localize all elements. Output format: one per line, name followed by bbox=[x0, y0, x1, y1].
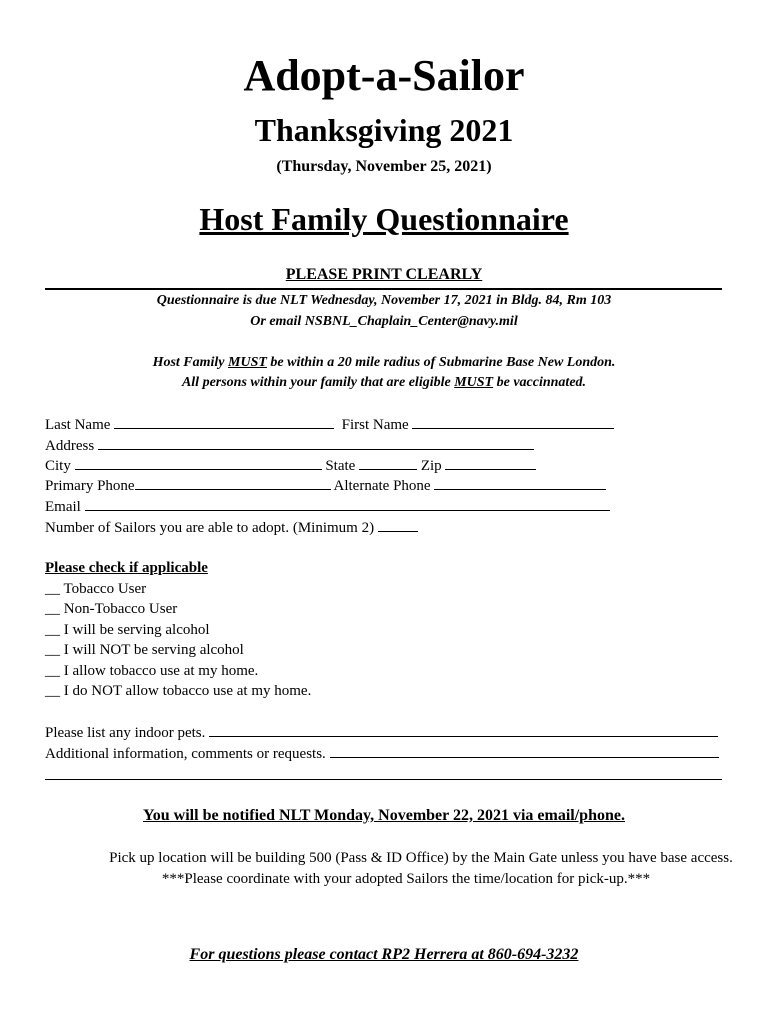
state-label: State bbox=[325, 458, 356, 474]
must-emphasis: MUST bbox=[228, 355, 267, 370]
checklist-item-allow-tobacco[interactable]: __ I allow tobacco use at my home. bbox=[45, 663, 259, 679]
last-name-field[interactable] bbox=[114, 415, 334, 429]
header-divider bbox=[45, 288, 722, 290]
pets-row bbox=[45, 723, 718, 742]
checklist-item-serving-alcohol[interactable]: __ I will be serving alcohol bbox=[45, 622, 210, 638]
requirement-radius-post: be within a 20 mile radius of Submarine Base New London. bbox=[266, 355, 616, 370]
additional-label: Additional information, comments or requests. bbox=[45, 746, 326, 762]
checklist-item-not-serving-alcohol[interactable]: __ I will NOT be serving alcohol bbox=[45, 642, 244, 658]
requirement-vaccine-pre: All persons within your family that are eligible bbox=[181, 375, 455, 390]
email-label: Email bbox=[45, 499, 81, 515]
event-date: (Thursday, November 25, 2021) bbox=[276, 158, 492, 175]
must-emphasis: MUST bbox=[454, 375, 494, 390]
alternate-phone-label: Alternate Phone bbox=[333, 478, 431, 494]
address-field[interactable] bbox=[98, 436, 534, 450]
contact-info: For questions please contact RP2 Herrera at 860-694-3232 bbox=[189, 946, 579, 963]
requirement-radius bbox=[0, 354, 768, 372]
city-label: City bbox=[45, 458, 71, 474]
zip-label: Zip bbox=[420, 458, 442, 474]
primary-phone-field[interactable] bbox=[135, 476, 331, 490]
due-line-1: Questionnaire is due NLT Wednesday, November 17, 2021 in Bldg. 84, Rm 103 bbox=[156, 293, 612, 308]
additional-field-continuation[interactable] bbox=[45, 779, 722, 780]
checklist-item-non-tobacco-user[interactable]: __ Non-Tobacco User bbox=[45, 601, 178, 617]
requirement-vaccine bbox=[0, 374, 768, 392]
phone-row bbox=[45, 476, 606, 495]
requirement-radius-pre: Host Family bbox=[152, 355, 229, 370]
address-row bbox=[45, 436, 534, 455]
first-name-label: First Name bbox=[341, 417, 409, 433]
zip-field[interactable] bbox=[445, 456, 536, 470]
email-field[interactable] bbox=[85, 497, 610, 511]
state-field[interactable] bbox=[359, 456, 417, 470]
notification-notice: You will be notified NLT Monday, November 22, 2021 via email/phone. bbox=[143, 807, 625, 824]
last-name-label: Last Name bbox=[45, 417, 111, 433]
page-subtitle: Thanksgiving 2021 bbox=[254, 112, 514, 148]
sailors-label: Number of Sailors you are able to adopt. (Minimum 2) bbox=[45, 520, 375, 536]
additional-row bbox=[45, 744, 719, 763]
requirement-vaccine-post: be vaccinnated. bbox=[493, 375, 587, 390]
email-row bbox=[45, 497, 610, 516]
pets-field[interactable] bbox=[209, 723, 718, 737]
additional-field[interactable] bbox=[330, 744, 719, 758]
city-field[interactable] bbox=[75, 456, 322, 470]
alternate-phone-field[interactable] bbox=[434, 476, 606, 490]
primary-phone-label: Primary Phone bbox=[45, 478, 135, 494]
first-name-field[interactable] bbox=[412, 415, 614, 429]
pickup-coordination: ***Please coordinate with your adopted Sailors the time/location for pick-up.*** bbox=[161, 871, 651, 887]
print-clearly-notice: PLEASE PRINT CLEARLY bbox=[285, 266, 483, 283]
sailors-field[interactable] bbox=[378, 518, 418, 532]
pets-label: Please list any indoor pets. bbox=[45, 725, 206, 741]
sailors-row bbox=[45, 518, 418, 537]
address-label: Address bbox=[45, 438, 95, 454]
name-row bbox=[45, 415, 614, 434]
checklist-item-tobacco-user[interactable]: __ Tobacco User bbox=[45, 581, 147, 597]
page-title: Adopt-a-Sailor bbox=[243, 51, 525, 100]
city-row bbox=[45, 456, 536, 475]
form-heading: Host Family Questionnaire bbox=[199, 201, 569, 237]
checklist-item-no-tobacco[interactable]: __ I do NOT allow tobacco use at my home. bbox=[45, 683, 312, 699]
pickup-location: Pick up location will be building 500 (Pass & ID Office) by the Main Gate unless you have base access. bbox=[109, 850, 733, 866]
checklist-heading: Please check if applicable bbox=[45, 560, 208, 576]
due-line-2: Or email NSBNL_Chaplain_Center@navy.mil bbox=[250, 314, 518, 329]
